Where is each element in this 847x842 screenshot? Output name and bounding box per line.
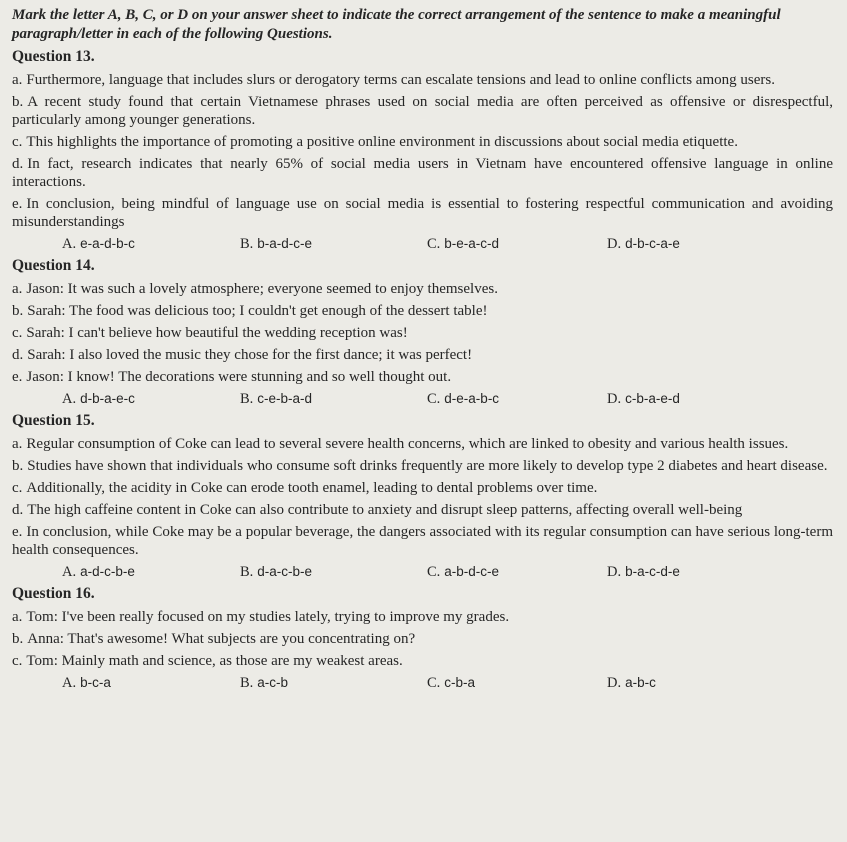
option-label: B. [240, 391, 254, 407]
option-label: B. [240, 236, 254, 252]
option-label: A. [62, 564, 77, 580]
sentence-text: Sarah: I also loved the music they chose for the first dance; it was perfect! [27, 347, 473, 363]
question-title: Question 15. [12, 412, 95, 429]
sentence-letter: d. [12, 347, 24, 363]
answer-option[interactable] [240, 674, 427, 692]
option-label: A. [62, 391, 77, 407]
sentence-text: Furthermore, language that includes slurs or derogatory terms can escalate tensions and lead to online conflicts among users. [26, 72, 775, 88]
instructions: Mark the letter A, B, C, or D on your answer sheet to indicate the correct arrangement of the sentence to make a meaningful paragraph/letter in each of the following Questions. [12, 7, 781, 42]
sentence-text: Tom: I've been really focused on my studies lately, trying to improve my grades. [26, 609, 510, 625]
answer-options [12, 674, 833, 692]
sentence-letter: a. [12, 281, 23, 297]
sentence-item [12, 155, 833, 191]
answer-option[interactable] [62, 390, 240, 408]
option-label: C. [427, 391, 441, 407]
sentence-letter: a. [12, 609, 23, 625]
sentence-text: Regular consumption of Coke can lead to several severe health concerns, which are linked to obesity and various health issues. [26, 436, 789, 452]
sentence-item [12, 368, 833, 386]
sentence-letter: d. [12, 156, 24, 172]
question-block [12, 257, 833, 408]
sentence-text: Sarah: I can't believe how beautiful the wedding reception was! [26, 325, 408, 341]
sentence-text: Jason: I know! The decorations were stunning and so well thought out. [26, 369, 452, 385]
sentence-item [12, 324, 833, 342]
answer-option[interactable] [240, 390, 427, 408]
sentence-item [12, 195, 833, 231]
question-block [12, 412, 833, 581]
option-text: b-a-d-c-e [257, 236, 313, 251]
sentence-item [12, 630, 833, 648]
option-label: A. [62, 675, 77, 691]
option-text: a-c-b [257, 675, 289, 690]
answer-option[interactable] [62, 235, 240, 253]
sentence-item [12, 302, 833, 320]
sentence-letter: b. [12, 303, 24, 319]
sentence-letter: b. [12, 631, 24, 647]
sentence-letter: b. [12, 94, 24, 110]
option-text: c-e-b-a-d [257, 391, 313, 406]
question-title: Question 13. [12, 48, 95, 65]
sentence-text: Jason: It was such a lovely atmosphere; everyone seemed to enjoy themselves. [26, 281, 498, 297]
answer-option[interactable] [427, 563, 607, 581]
question-block [12, 585, 833, 692]
sentence-letter: c. [12, 325, 23, 341]
option-text: c-b-a-e-d [625, 391, 680, 406]
question-title: Question 14. [12, 257, 95, 274]
sentence-text: Tom: Mainly math and science, as those are my weakest areas. [26, 653, 403, 669]
option-label: A. [62, 236, 77, 252]
answer-option[interactable] [240, 235, 427, 253]
sentence-text: The high caffeine content in Coke can also contribute to anxiety and disrupt sleep patterns, affecting overall well-being [27, 502, 743, 518]
answer-options [12, 235, 833, 253]
sentence-letter: d. [12, 502, 24, 518]
option-text: d-e-a-b-c [444, 391, 500, 406]
answer-option[interactable] [240, 563, 427, 581]
sentence-letter: b. [12, 458, 24, 474]
sentence-text: In conclusion, being mindful of language use on social media is essential to fostering respectful communication and avoiding misunderstandings [12, 196, 833, 230]
answer-option[interactable] [427, 390, 607, 408]
sentence-item [12, 652, 833, 670]
answer-option[interactable] [427, 674, 607, 692]
option-text: b-a-c-d-e [625, 564, 680, 579]
sentence-item [12, 346, 833, 364]
sentence-text: Studies have shown that individuals who consume soft drinks frequently are more likely to develop type 2 diabetes and heart disease. [27, 458, 828, 474]
sentence-item [12, 280, 833, 298]
sentence-item [12, 93, 833, 129]
option-text: d-a-c-b-e [257, 564, 313, 579]
option-text: c-b-a [444, 675, 476, 690]
sentence-text: This highlights the importance of promoting a positive online environment in discussions about social media etiquette. [26, 134, 738, 150]
option-label: D. [607, 675, 622, 691]
question-title: Question 16. [12, 585, 95, 602]
sentence-text: Additionally, the acidity in Coke can erode tooth enamel, leading to dental problems over time. [26, 480, 598, 496]
question-block [12, 48, 833, 253]
answer-option[interactable] [62, 674, 240, 692]
option-text: d-b-a-e-c [80, 391, 135, 406]
answer-options [12, 563, 833, 581]
sentence-letter: e. [12, 196, 23, 212]
option-label: B. [240, 675, 254, 691]
option-text: a-d-c-b-e [80, 564, 135, 579]
sentence-text: In conclusion, while Coke may be a popular beverage, the dangers associated with its regular consumption can have serious long-term health consequences. [12, 524, 833, 558]
answer-option[interactable] [62, 563, 240, 581]
sentence-letter: e. [12, 524, 23, 540]
option-label: D. [607, 236, 622, 252]
sentence-item [12, 457, 833, 475]
sentence-item [12, 133, 833, 151]
sentence-letter: c. [12, 480, 23, 496]
sentence-item [12, 479, 833, 497]
questions-container [12, 48, 833, 692]
option-label: D. [607, 391, 622, 407]
sentence-item [12, 608, 833, 626]
answer-option[interactable] [427, 235, 607, 253]
sentence-letter: a. [12, 72, 23, 88]
sentence-item [12, 501, 833, 519]
answer-option[interactable] [607, 674, 656, 692]
option-label: D. [607, 564, 622, 580]
answer-option[interactable] [607, 563, 680, 581]
option-text: b-c-a [80, 675, 111, 690]
option-text: a-b-d-c-e [444, 564, 500, 579]
option-label: B. [240, 564, 254, 580]
sentence-text: Anna: That's awesome! What subjects are you concentrating on? [27, 631, 416, 647]
option-text: d-b-c-a-e [625, 236, 680, 251]
answer-option[interactable] [607, 390, 680, 408]
option-label: C. [427, 236, 441, 252]
sentence-letter: e. [12, 369, 23, 385]
answer-options [12, 390, 833, 408]
sentence-letter: a. [12, 436, 23, 452]
answer-option[interactable] [607, 235, 680, 253]
sentence-text: Sarah: The food was delicious too; I couldn't get enough of the dessert table! [27, 303, 488, 319]
option-text: a-b-c [625, 675, 656, 690]
sentence-letter: c. [12, 134, 23, 150]
sentence-item [12, 71, 833, 89]
option-label: C. [427, 675, 441, 691]
option-text: e-a-d-b-c [80, 236, 135, 251]
sentence-text: A recent study found that certain Vietnamese phrases used on social media are often perceived as offensive or disrespectful, particularly among younger generations. [12, 94, 833, 128]
option-text: b-e-a-c-d [444, 236, 500, 251]
sentence-letter: c. [12, 653, 23, 669]
option-label: C. [427, 564, 441, 580]
sentence-item [12, 435, 833, 453]
sentence-text: In fact, research indicates that nearly 65% of social media users in Vietnam have encountered offensive language in online interactions. [12, 156, 833, 190]
sentence-item [12, 523, 833, 559]
